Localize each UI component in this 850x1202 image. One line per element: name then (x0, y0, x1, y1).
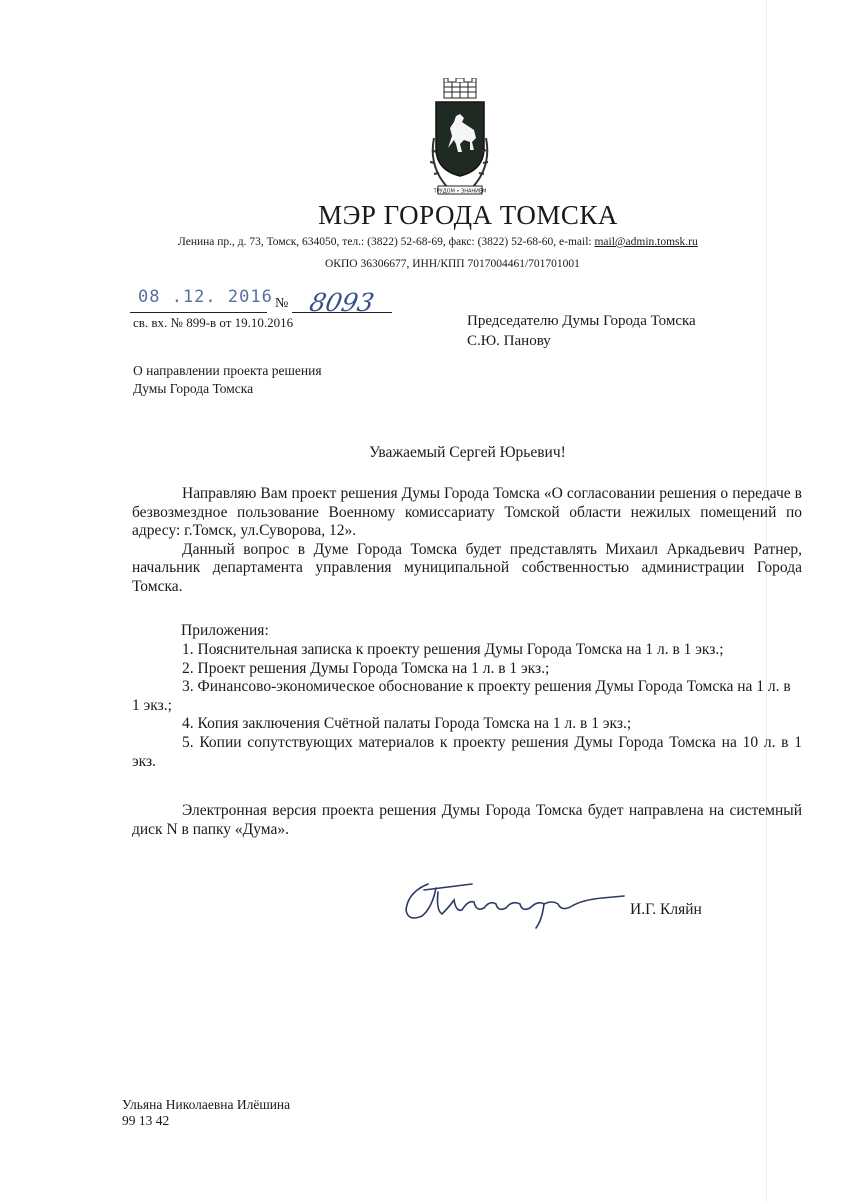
number-underline (292, 312, 392, 313)
incoming-reference: св. вх. № 899-в от 19.10.2016 (133, 315, 294, 330)
body-paragraph: Направляю Вам проект решения Думы Города Томска «О согласовании решения о передаче в безвозмездное пользование Военному комиссариату Томской области нежилых помещений по адресу: г.Томск, ул.Суворова, 12». (132, 485, 802, 539)
executor-block (122, 1097, 290, 1129)
letterhead-address (178, 236, 698, 248)
letterhead-ids: ОКПО 36306677, ИНН/КПП 7017004461/701701001 (325, 258, 580, 270)
closing-paragraph (132, 802, 802, 839)
attachment-item: 2. Проект решения Думы Города Томска на 1 л. в 1 экз.; (182, 659, 550, 677)
registration-date-stamp: 08 .12. 2016 (138, 287, 273, 307)
number-label: № (275, 296, 289, 311)
executor-phone: 99 13 42 (122, 1113, 170, 1128)
tomsk-coat-of-arms-emblem (430, 78, 490, 210)
attachment-item: 3. Финансово-экономическое обоснование к проекту решения Думы Города Томска на 1 л. в 1 экз.; (132, 678, 791, 714)
body-paragraph: Данный вопрос в Думе Города Томска будет представлять Михаил Аркадьевич Ратнер, начальник департамента управления муниципальной собственностью администрации Города Томска. (132, 540, 802, 595)
letter-body (132, 485, 802, 596)
recipient-name: С.Ю. Панову (467, 333, 551, 349)
attachments-heading: Приложения: (181, 622, 269, 639)
subject-block (133, 362, 322, 398)
attachment-item: 4. Копия заключения Счётной палаты Города Томска на 1 л. в 1 экз.; (182, 715, 632, 733)
scan-artifact-line (766, 0, 767, 1202)
letterhead-title: МЭР ГОРОДА ТОМСКА (318, 200, 618, 230)
date-underline (130, 312, 267, 313)
handwritten-signature (402, 870, 632, 930)
signer-name: И.Г. Кляйн (630, 901, 702, 918)
subject-line-2: Думы Города Томска (133, 381, 254, 396)
recipient-block (467, 311, 696, 351)
salutation: Уважаемый Сергей Юрьевич! (369, 444, 566, 461)
attachment-item: 5. Копии сопутствующих материалов к проекту решения Думы Города Томска на 10 л. в 1 экз. (132, 733, 802, 770)
attachment-item: 1. Пояснительная записка к проекту решения Думы Города Томска на 1 л. в 1 экз.; (182, 641, 724, 658)
registration-number: 8093 (306, 288, 377, 317)
executor-name: Ульяна Николаевна Илёшина (122, 1097, 291, 1112)
closing-text: Электронная версия проекта решения Думы Города Томска будет направлена на системный диск N в папку «Дума». (132, 802, 802, 838)
subject-line-1: О направлении проекта решения (133, 363, 322, 378)
svg-text:ТРУДОМ • ЗНАНИЕМ: ТРУДОМ • ЗНАНИЕМ (433, 188, 487, 195)
email-link[interactable]: mail@admin.tomsk.ru (594, 236, 698, 248)
address-text: Ленина пр., д. 73, Томск, 634050, тел.: (3822) 52-68-69, факс: (3822) 52-68-60, e-mail: (178, 236, 595, 248)
attachments-list (132, 641, 802, 771)
recipient-title: Председателю Думы Города Томска (467, 313, 696, 329)
